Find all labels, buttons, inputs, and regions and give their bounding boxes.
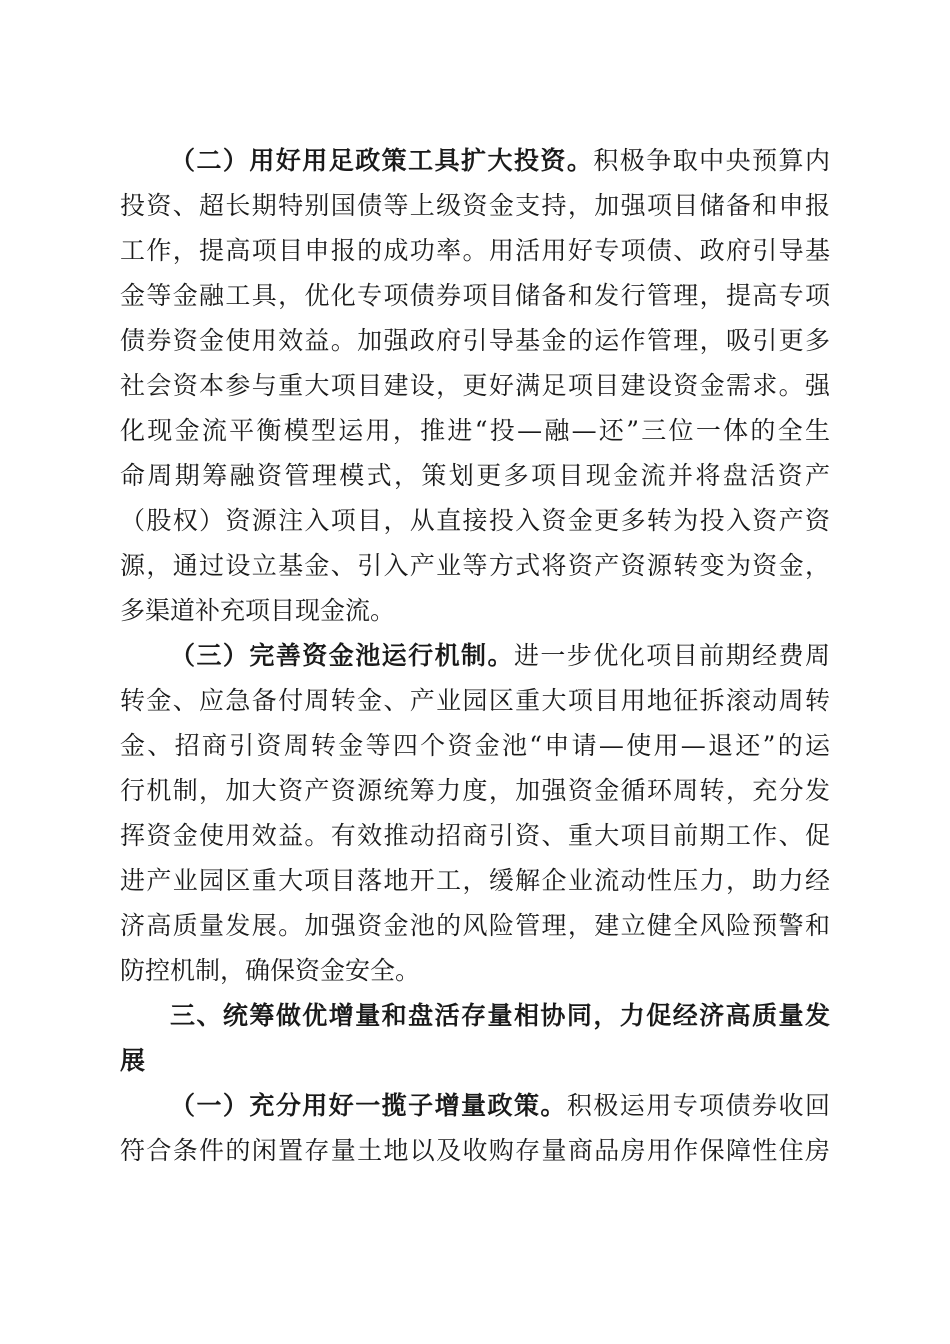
- paragraph-line: 金等金融工具，优化专项债券项目储备和发行管理，提高专项: [120, 281, 830, 310]
- paragraph-line: 源，通过设立基金、引入产业等方式将资产资源转变为资金，: [120, 551, 830, 580]
- paragraph-lead: （二）用好用足政策工具扩大投资。: [170, 146, 594, 175]
- paragraph-line: 行机制，加大资产资源统筹力度，加强资金循环周转，充分发: [120, 776, 830, 805]
- paragraph-line: （二）用好用足政策工具扩大投资。积极争取中央预算内: [170, 146, 830, 175]
- paragraph-lead: （三）完善资金池运行机制。: [170, 641, 514, 670]
- paragraph-lead: （一）充分用好一揽子增量政策。: [170, 1091, 567, 1120]
- paragraph-line: 社会资本参与重大项目建设，更好满足项目建设资金需求。强: [120, 371, 830, 400]
- paragraph-line: 进产业园区重大项目落地开工，缓解企业流动性压力，助力经: [120, 866, 830, 895]
- paragraph-line: （三）完善资金池运行机制。进一步优化项目前期经费周: [170, 641, 830, 670]
- paragraph-line: （一）充分用好一揽子增量政策。积极运用专项债券收回: [170, 1091, 830, 1120]
- paragraph-line: 挥资金使用效益。有效推动招商引资、重大项目前期工作、促: [120, 821, 830, 850]
- paragraph-line: 多渠道补充项目现金流。: [120, 596, 396, 625]
- paragraph-line: 符合条件的闲置存量土地以及收购存量商品房用作保障性住房: [120, 1136, 830, 1165]
- paragraph-line: 命周期筹融资管理模式，策划更多项目现金流并将盘活资产: [120, 461, 830, 490]
- paragraph-line: 投资、超长期特别国债等上级资金支持，加强项目储备和申报: [120, 191, 830, 220]
- paragraph-line: 工作，提高项目申报的成功率。用活用好专项债、政府引导基: [120, 236, 830, 265]
- heading-line: 展: [120, 1046, 146, 1075]
- paragraph-line: 防控机制，确保资金安全。: [120, 956, 421, 985]
- heading-line: 三、统筹做优增量和盘活存量相协同，力促经济高质量发: [170, 1001, 830, 1030]
- paragraph-line: 转金、应急备付周转金、产业园区重大项目用地征拆滚动周转: [120, 686, 830, 715]
- paragraph-line: 债券资金使用效益。加强政府引导基金的运作管理，吸引更多: [120, 326, 830, 355]
- paragraph-line: 济高质量发展。加强资金池的风险管理，建立健全风险预警和: [120, 911, 830, 940]
- paragraph-line: （股权）资源注入项目，从直接投入资金更多转为投入资产资: [120, 506, 830, 535]
- paragraph-line: 化现金流平衡模型运用，推进“投—融—还”三位一体的全生: [120, 416, 830, 445]
- paragraph-line: 金、招商引资周转金等四个资金池“申请—使用—退还”的运: [120, 731, 830, 760]
